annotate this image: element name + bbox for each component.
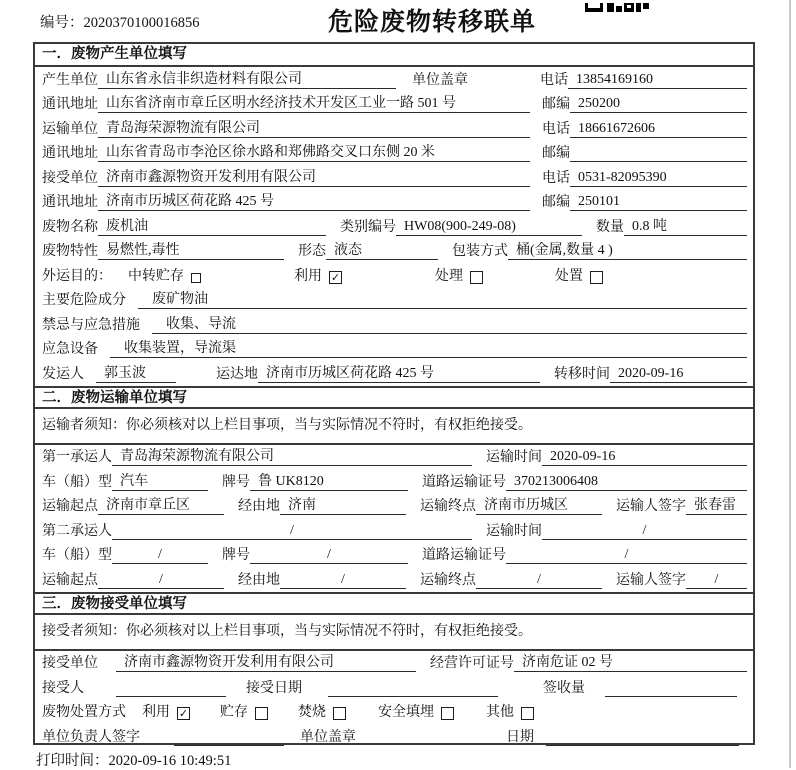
packing-label: 包装方式	[452, 244, 508, 259]
purpose-option-use: 利用	[294, 268, 322, 284]
row-responsible-sign	[35, 724, 753, 749]
row-disposal-method	[35, 700, 753, 725]
manifest-form	[33, 42, 755, 745]
doc-number	[40, 11, 200, 32]
acceptor-notice: 接受者须知：你必须核对以上栏目事项，当与实际情况不符时，有权拒绝接受。	[35, 615, 753, 651]
row-first-carrier	[35, 445, 753, 470]
transport-time1-field: 2020-09-16	[542, 448, 747, 466]
purpose-option-storage: 中转贮存	[128, 268, 184, 284]
row-vehicle1	[35, 469, 753, 494]
purpose-use-checkbox: ✓	[330, 270, 341, 284]
row-waste-name	[35, 214, 753, 239]
qr-code-icon	[585, 0, 649, 18]
transporter-address-label: 通讯地址	[42, 146, 98, 161]
receiver-phone-label: 电话	[542, 170, 570, 186]
first-carrier-label: 第一承运人	[42, 450, 112, 465]
disposal-label: 废物处置方式	[42, 705, 126, 720]
producer-address-field: 山东省济南市章丘区明水经济技术开发区工业一路 501 号	[98, 95, 530, 113]
category-label: 类别编号	[340, 219, 396, 235]
transfer-time-label: 转移时间	[554, 366, 610, 382]
disposal-incinerate-checkbox	[333, 707, 346, 720]
transporter-label: 运输单位	[42, 121, 98, 137]
vehicle-type1-field: 汽车	[112, 473, 208, 491]
section2-title: 二．废物运输单位填写	[35, 386, 753, 409]
origin1-field: 济南市章丘区	[98, 497, 224, 515]
disposal-landfill-checkbox	[441, 707, 454, 720]
shipper-label: 发运人	[42, 366, 84, 382]
received-qty-label: 签收量	[543, 680, 585, 696]
origin1-label: 运输起点	[42, 499, 98, 514]
endpoint1-label: 运输终点	[420, 499, 476, 514]
row-accept-unit	[35, 651, 753, 676]
purpose-option-treat: 处理	[435, 268, 463, 284]
vehicle-type2-field: /	[112, 546, 208, 564]
transporter-phone-label: 电话	[542, 121, 570, 137]
producer-zip-field: 250200	[570, 95, 747, 113]
receiver-zip-field: 250101	[570, 193, 747, 211]
receiver-field: 济南市鑫源物资开发利用有限公司	[98, 169, 530, 187]
waste-name-field: 废机油	[98, 218, 326, 236]
receiver-address-label: 通讯地址	[42, 195, 98, 210]
category-field: HW08(900-249-08)	[396, 218, 582, 236]
disposal-option-other: 其他	[486, 705, 514, 720]
packing-field: 桶(金属,数量 4 )	[508, 242, 747, 260]
road-license1-label: 道路运输证号	[422, 474, 506, 490]
form-state-label: 形态	[298, 244, 326, 259]
receiver-address-field: 济南市历城区荷花路 425 号	[98, 193, 530, 211]
receiver-zip-label: 邮编	[542, 195, 570, 210]
plate1-field: 鲁 UK8120	[250, 473, 408, 491]
second-carrier-field: /	[112, 522, 472, 540]
unit-seal-label: 单位盖章	[412, 72, 468, 88]
producer-phone-label: 电话	[540, 72, 568, 88]
waste-character-label: 废物特性	[42, 244, 98, 259]
carrier-sign2-label: 运输人签字	[616, 572, 686, 588]
emergency-measures-field: 收集、导流	[152, 316, 747, 334]
transport-time2-field: /	[542, 522, 747, 540]
print-time: 打印时间：2020-09-16 10:49:51	[36, 753, 232, 769]
row-producer	[35, 67, 753, 92]
permit-field: 济南危证 02 号	[514, 654, 747, 672]
vehicle-type1-label: 车（船）型	[42, 474, 112, 490]
acceptor-field	[116, 696, 226, 697]
date-label: 日期	[506, 729, 534, 745]
disposal-option-incinerate: 焚烧	[298, 705, 326, 720]
row-receiver-address	[35, 190, 753, 215]
emergency-measures-label: 禁忌与应急措施	[42, 317, 140, 333]
row-shipper	[35, 361, 753, 386]
origin2-field: /	[98, 571, 224, 589]
row-second-carrier	[35, 518, 753, 543]
transporter-zip-field	[570, 161, 747, 162]
acceptor-label: 接受人	[42, 680, 84, 696]
receiver-phone-field: 0531-82095390	[570, 169, 747, 187]
purpose-dispose-checkbox	[590, 271, 603, 284]
road-license2-label: 道路运输证号	[422, 548, 506, 563]
transport-time2-label: 运输时间	[486, 523, 542, 539]
destination-label: 运达地	[216, 366, 258, 382]
producer-address-label: 通讯地址	[42, 97, 98, 112]
doc-number-value: 2020370100016856	[83, 15, 200, 31]
hazard-label: 主要危险成分	[42, 293, 126, 308]
quantity-field: 0.8 吨	[624, 218, 747, 236]
responsible-sign-field	[174, 745, 284, 746]
row-transporter	[35, 116, 753, 141]
row-route2	[35, 567, 753, 592]
via1-label: 经由地	[238, 499, 280, 514]
transporter-zip-label: 邮编	[542, 146, 570, 161]
row-route1	[35, 494, 753, 519]
transporter-field: 青岛海荣源物流有限公司	[98, 120, 530, 138]
row-hazard	[35, 288, 753, 313]
quantity-label: 数量	[596, 219, 624, 235]
section1-title: 一．废物产生单位填写	[35, 44, 753, 67]
unit-seal2-label: 单位盖章	[300, 729, 356, 745]
hazard-field: 废矿物油	[138, 291, 747, 309]
endpoint1-field: 济南市历城区	[476, 497, 602, 515]
received-qty-field	[605, 696, 737, 697]
endpoint2-label: 运输终点	[420, 572, 476, 588]
destination-field: 济南市历城区荷花路 425 号	[258, 365, 540, 383]
shipper-field: 郭玉波	[96, 365, 176, 383]
second-carrier-label: 第二承运人	[42, 523, 112, 539]
disposal-option-landfill: 安全填埋	[378, 705, 434, 720]
road-license1-field: 370213006408	[506, 473, 747, 491]
carrier-sign1-field: 张春雷	[686, 497, 747, 515]
plate2-field: /	[250, 546, 408, 564]
disposal-option-store: 贮存	[220, 705, 248, 720]
emergency-equipment-field: 收集装置，导流渠	[110, 340, 747, 358]
transporter-phone-field: 18661672606	[570, 120, 747, 138]
transport-time1-label: 运输时间	[486, 450, 542, 465]
accept-unit-field: 济南市鑫源物资开发利用有限公司	[116, 654, 416, 672]
via2-label: 经由地	[238, 572, 280, 588]
endpoint2-field: /	[476, 571, 602, 589]
date-field	[546, 745, 739, 746]
row-acceptor	[35, 675, 753, 700]
row-receiver	[35, 165, 753, 190]
emergency-equipment-label: 应急设备	[42, 342, 98, 357]
transfer-time-field: 2020-09-16	[610, 365, 747, 383]
purpose-option-dispose: 处置	[555, 268, 583, 284]
row-emergency-equipment	[35, 337, 753, 362]
accept-date-field	[328, 696, 498, 697]
disposal-use-checkbox: ✓	[178, 707, 189, 720]
producer-label: 产生单位	[42, 72, 98, 88]
disposal-store-checkbox	[255, 707, 268, 720]
row-waste-character	[35, 239, 753, 264]
producer-zip-label: 邮编	[542, 97, 570, 112]
vehicle-type2-label: 车（船）型	[42, 548, 112, 563]
row-emergency-measures	[35, 312, 753, 337]
via2-field: /	[280, 571, 406, 589]
permit-label: 经营许可证号	[430, 656, 514, 671]
road-license2-field: /	[506, 546, 747, 564]
page-title: 危险废物转移联单	[328, 8, 537, 36]
first-carrier-field: 青岛海荣源物流有限公司	[112, 448, 472, 466]
accept-unit-label: 接受单位	[42, 656, 98, 671]
transporter-notice: 运输者须知：你必须核对以上栏目事项，当与实际情况不符时，有权拒绝接受。	[35, 409, 753, 445]
purpose-label: 外运目的：	[42, 268, 112, 284]
row-transporter-address	[35, 141, 753, 166]
plate1-label: 牌号	[222, 474, 250, 490]
row-vehicle2	[35, 543, 753, 568]
purpose-storage-checkbox	[191, 273, 201, 283]
responsible-sign-label: 单位负责人签字	[42, 729, 140, 745]
waste-name-label: 废物名称	[42, 219, 98, 235]
form-state-field: 液态	[326, 242, 438, 260]
waste-character-field: 易燃性,毒性	[98, 242, 284, 260]
row-transfer-purpose	[35, 263, 753, 288]
receiver-label: 接受单位	[42, 170, 98, 186]
disposal-option-use: 利用	[142, 705, 170, 720]
doc-number-label: 编号：	[40, 15, 84, 31]
accept-date-label: 接受日期	[246, 680, 302, 696]
carrier-sign1-label: 运输人签字	[616, 499, 686, 514]
carrier-sign2-field: /	[686, 571, 747, 589]
section3-title: 三．废物接受单位填写	[35, 592, 753, 615]
row-producer-address	[35, 92, 753, 117]
purpose-treat-checkbox	[470, 271, 483, 284]
producer-field: 山东省永信非织造材料有限公司	[98, 71, 396, 89]
plate2-label: 牌号	[222, 548, 250, 563]
transporter-address-field: 山东省青岛市李沧区徐水路和郑佛路交叉口东侧 20 米	[98, 144, 530, 162]
disposal-other-checkbox	[521, 707, 534, 720]
page-edge-line	[789, 0, 791, 768]
origin2-label: 运输起点	[42, 572, 98, 588]
producer-phone-field: 13854169160	[568, 71, 747, 89]
via1-field: 济南	[280, 497, 406, 515]
